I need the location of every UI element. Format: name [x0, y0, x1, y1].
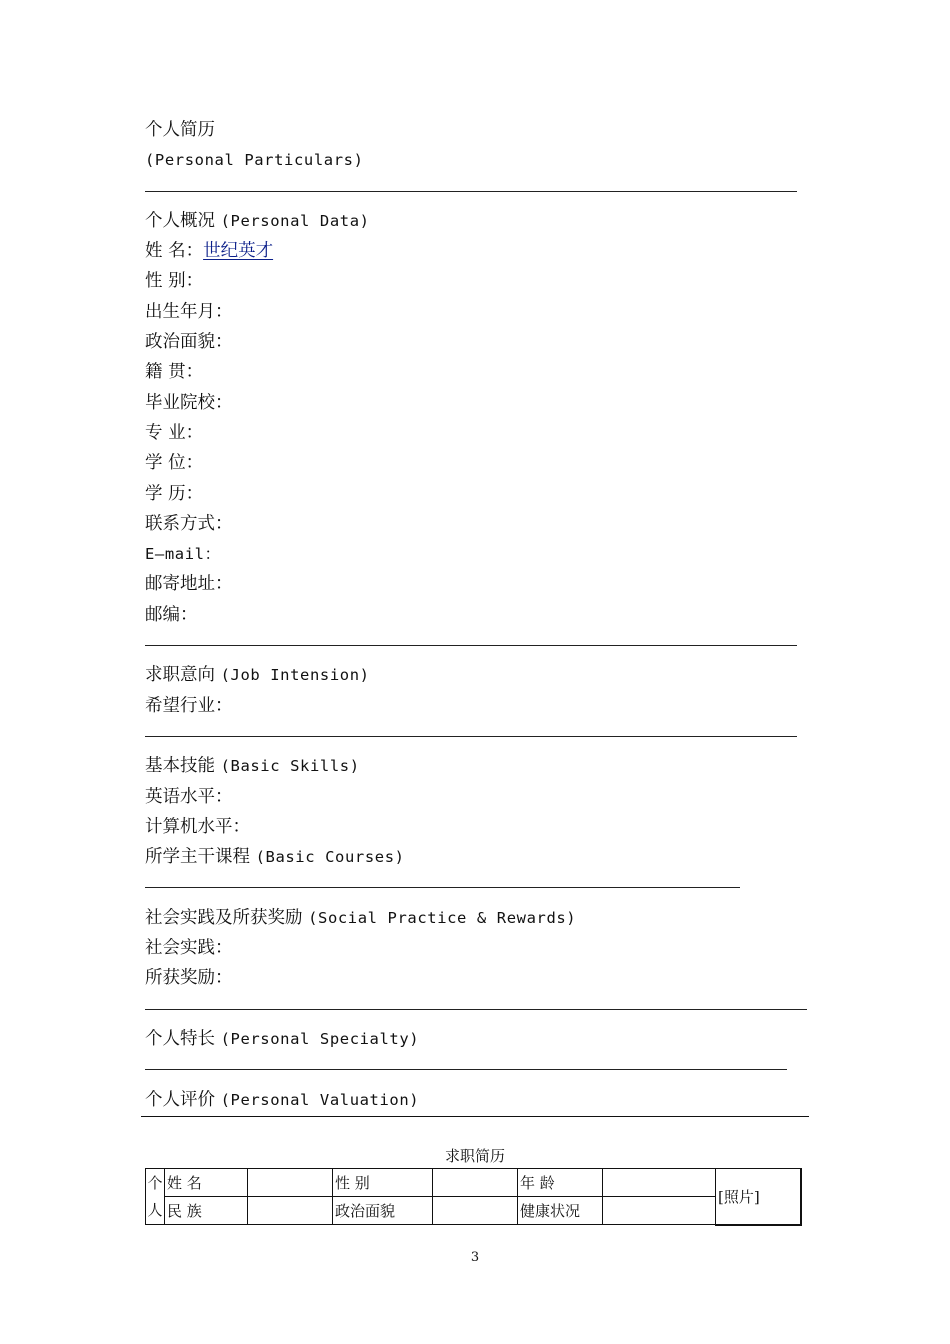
cell-value[interactable] — [248, 1197, 333, 1225]
cell-value[interactable] — [603, 1197, 716, 1225]
section-personal-data: 个人概况 (Personal Data) — [145, 210, 370, 231]
cell-label: 健康状况 — [518, 1197, 603, 1225]
table-row — [146, 1169, 802, 1197]
section-basic-courses: 所学主干课程 (Basic Courses) — [145, 847, 405, 868]
side-label: 个 人 — [146, 1169, 165, 1225]
cell-value[interactable] — [248, 1169, 333, 1197]
cell-label: 政治面貌 — [333, 1197, 433, 1225]
divider-rule — [145, 994, 815, 1024]
field-practice: 社会实践： — [145, 938, 233, 959]
divider-rule — [145, 872, 815, 902]
table-row — [146, 1197, 802, 1225]
page-number: 3 — [470, 1250, 480, 1265]
cell-label: 性 别 — [333, 1169, 433, 1197]
section-job-intension: 求职意向 (Job Intension) — [145, 665, 370, 686]
cell-label: 姓 名 — [165, 1169, 248, 1197]
cell-label: 民 族 — [165, 1197, 248, 1225]
cell-value[interactable] — [433, 1169, 518, 1197]
field-email: E—mail： — [145, 545, 221, 564]
divider-rule — [145, 721, 815, 751]
field-major: 专 业： — [145, 422, 204, 443]
solid-divider — [141, 1116, 809, 1117]
field-degree: 学 位： — [145, 453, 204, 474]
cell-value[interactable] — [433, 1197, 518, 1225]
divider-rule — [145, 630, 815, 660]
field-industry: 希望行业： — [145, 695, 233, 716]
resume-table — [145, 1168, 802, 1226]
field-school: 毕业院校： — [145, 392, 233, 413]
resume-content — [145, 115, 815, 1115]
cell-value[interactable] — [603, 1169, 716, 1197]
section-personal-valuation: 个人评价 (Personal Valuation) — [145, 1089, 420, 1110]
field-native-place: 籍 贯： — [145, 362, 204, 383]
field-contact: 联系方式： — [145, 513, 233, 534]
field-rewards: 所获奖励： — [145, 968, 233, 989]
field-politics: 政治面貌： — [145, 332, 233, 353]
section-personal-specialty: 个人特长 (Personal Specialty) — [145, 1028, 420, 1049]
section-basic-skills: 基本技能 (Basic Skills) — [145, 756, 360, 777]
field-birth: 出生年月： — [145, 301, 233, 322]
section-social-practice: 社会实践及所获奖励 (Social Practice & Rewards) — [145, 907, 577, 928]
field-postcode: 邮编： — [145, 604, 198, 625]
field-name: 姓 名：世纪英才 — [145, 241, 274, 262]
resume-title: 个人简历 — [145, 120, 215, 140]
cell-label: 年 龄 — [518, 1169, 603, 1197]
field-gender: 性 别： — [145, 271, 204, 292]
table-title: 求职简历 — [444, 1147, 505, 1165]
name-link[interactable]: 世纪英才 — [203, 241, 274, 262]
field-education: 学 历： — [145, 483, 204, 504]
field-computer: 计算机水平： — [145, 816, 250, 837]
photo-cell: [照片] — [716, 1169, 802, 1225]
field-english: 英语水平： — [145, 786, 233, 807]
divider-rule — [145, 1054, 815, 1084]
resume-title-en: (Personal Particulars) — [145, 151, 364, 170]
divider-rule — [145, 176, 815, 206]
field-address: 邮寄地址： — [145, 574, 233, 595]
